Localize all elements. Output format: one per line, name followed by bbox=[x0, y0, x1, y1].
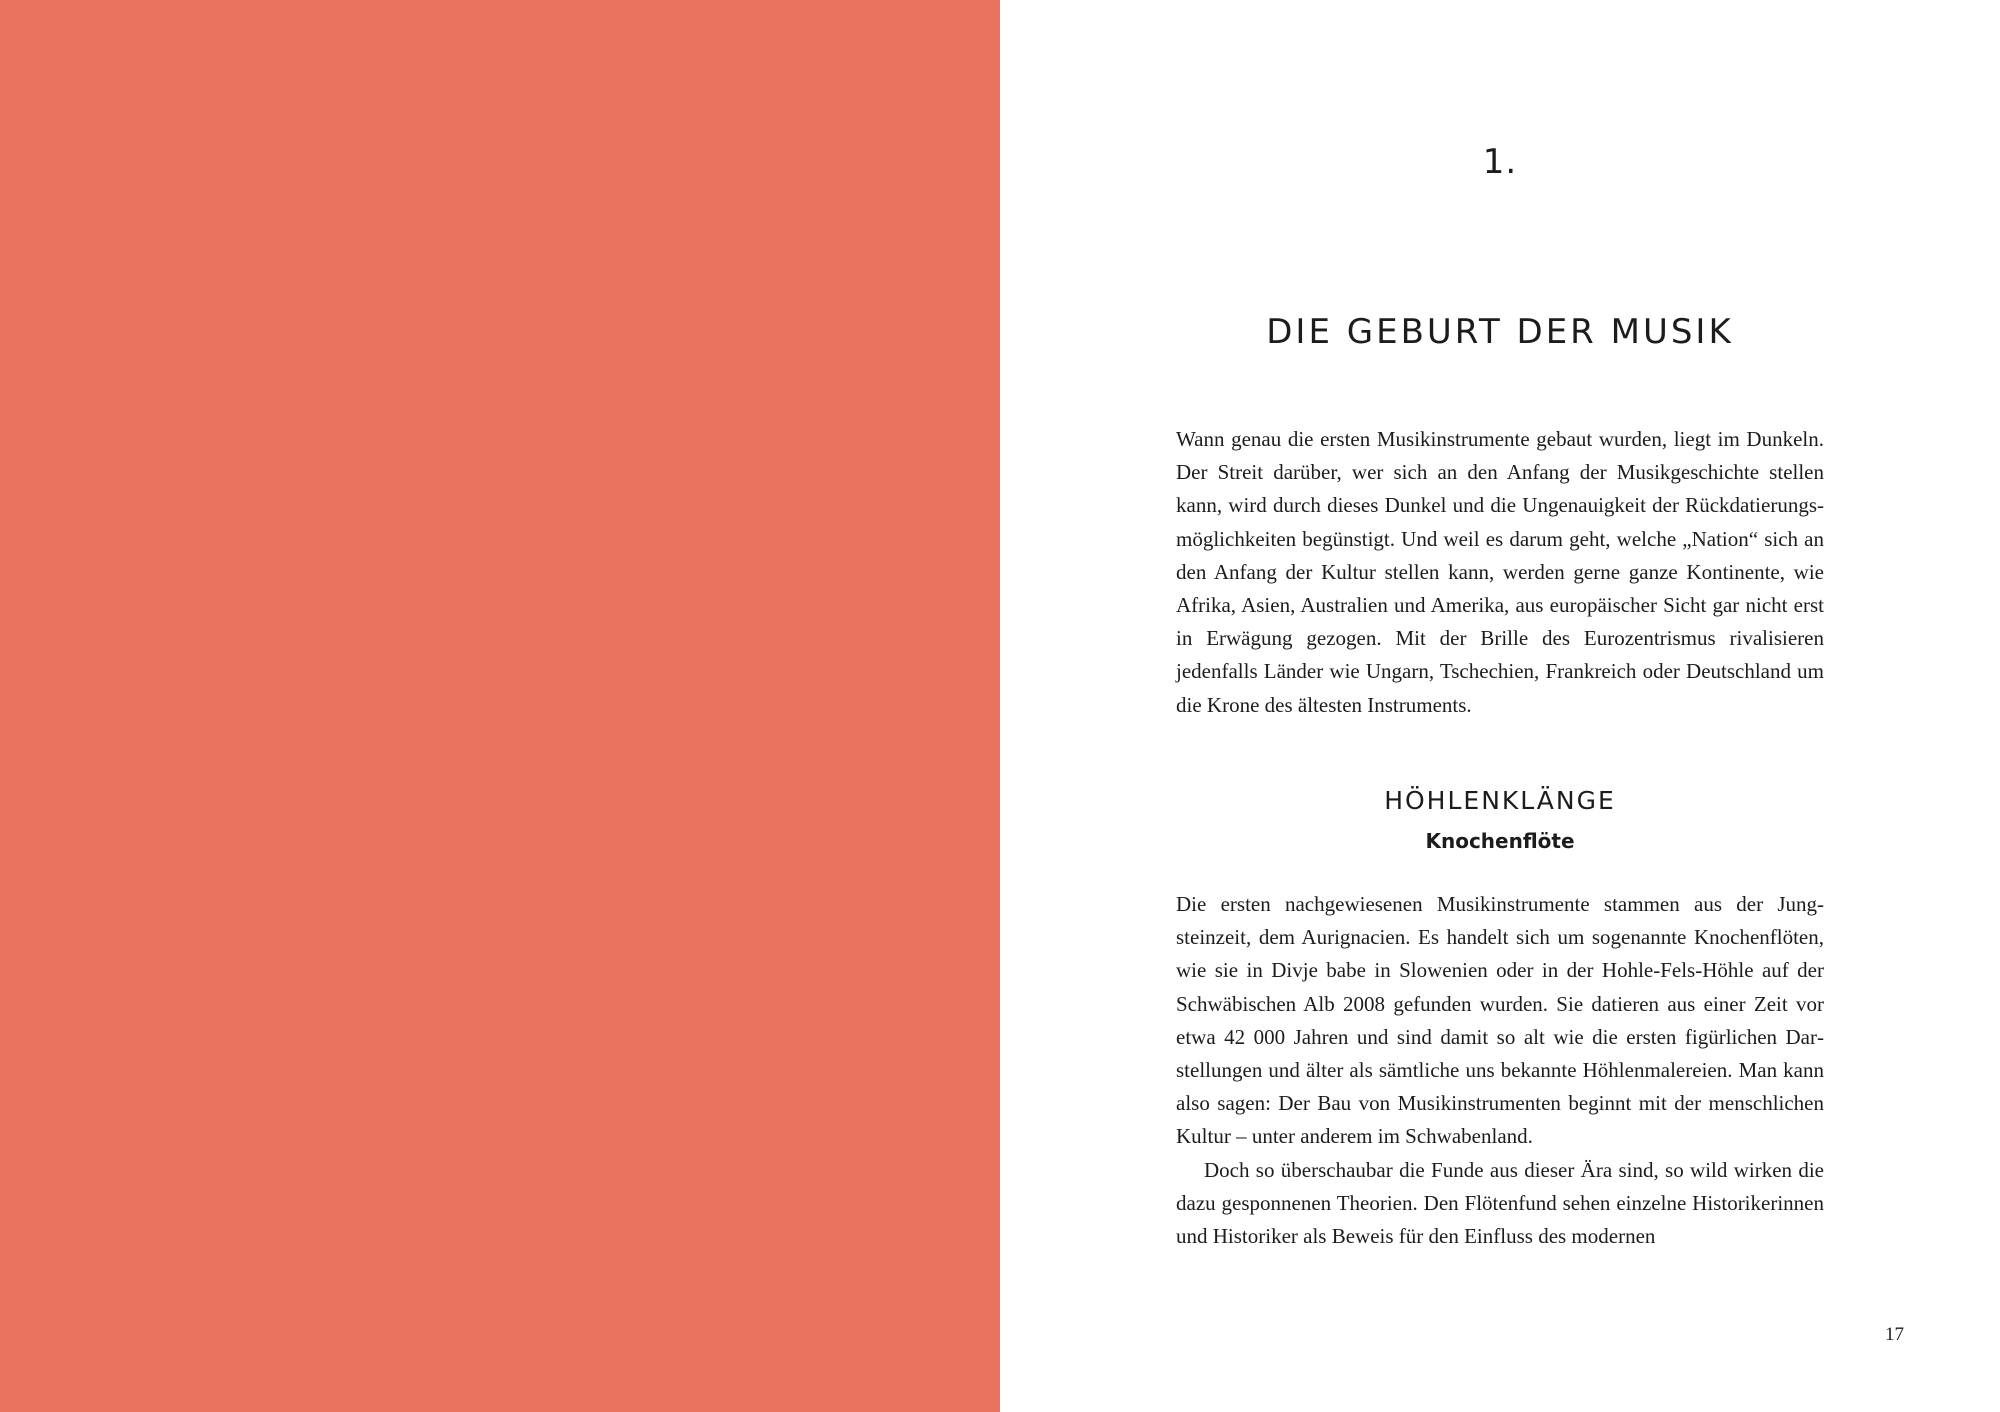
chapter-number: 1. bbox=[1482, 142, 1518, 182]
chapter-title: DIE GEBURT DER MUSIK bbox=[1266, 312, 1734, 352]
page-number: 17 bbox=[1885, 1324, 1904, 1345]
intro-text-block bbox=[1176, 423, 1824, 722]
intro-paragraph: Wann genau die ersten Musikinstrumente gebaut wurden, liegt im Dunkeln. Der Streit darüber, wer sich an den Anfang der Musikgeschichte stellen kann, wird durch dieses Dunkel und die Ungenauigkeit der Rückdatierungsmöglichkeiten begünstigt. Und weil es darum geht, welche „Nation“ sich an den Anfang der Kultur stellen kann, werden gerne ganze Kontinente, wie Afrika, Asien, Australien und Amerika, aus europäischer Sicht gar nicht erst in Erwägung gezogen. Mit der Brille des Eurozentrismus rivalisieren jedenfalls Länder wie Ungarn, Tschechien, Frankreich oder Deutschland um die Krone des ältesten Instruments. bbox=[1176, 427, 1824, 717]
section-title: HÖHLENKLÄNGE bbox=[1384, 786, 1616, 815]
section-paragraph: Die ersten nachgewiesenen Musikinstrumente stammen aus der Jungsteinzeit, dem Aurignacien. Es handelt sich um sogenannte Knochenflöten, wie sie in Divje babe in Slowenien oder in der Hohle-Fels-Höhle auf der Schwäbischen Alb 2008 gefunden wurden. Sie datieren aus einer Zeit vor etwa 42 000 Jahren und sind damit so alt wie die ersten figürlichen Darstellungen und älter als sämtliche uns bekannte Höhlenmalereien. Man kann also sagen: Der Bau von Musikinstrumenten beginnt mit der menschlichen Kultur – unter anderem im Schwabenland. bbox=[1176, 892, 1824, 1149]
section-text-block bbox=[1176, 888, 1824, 1253]
right-page bbox=[1000, 0, 2000, 1412]
section-subtitle: Knochenflöte bbox=[1425, 829, 1575, 853]
section-paragraph: Doch so überschaubar die Funde aus dieser Ära sind, so wild wirken die dazu gesponnenen Theorien. Den Flötenfund sehen einzelne Historikerinnen und Historiker als Beweis für den Einfluss des modernen bbox=[1176, 1157, 1824, 1249]
